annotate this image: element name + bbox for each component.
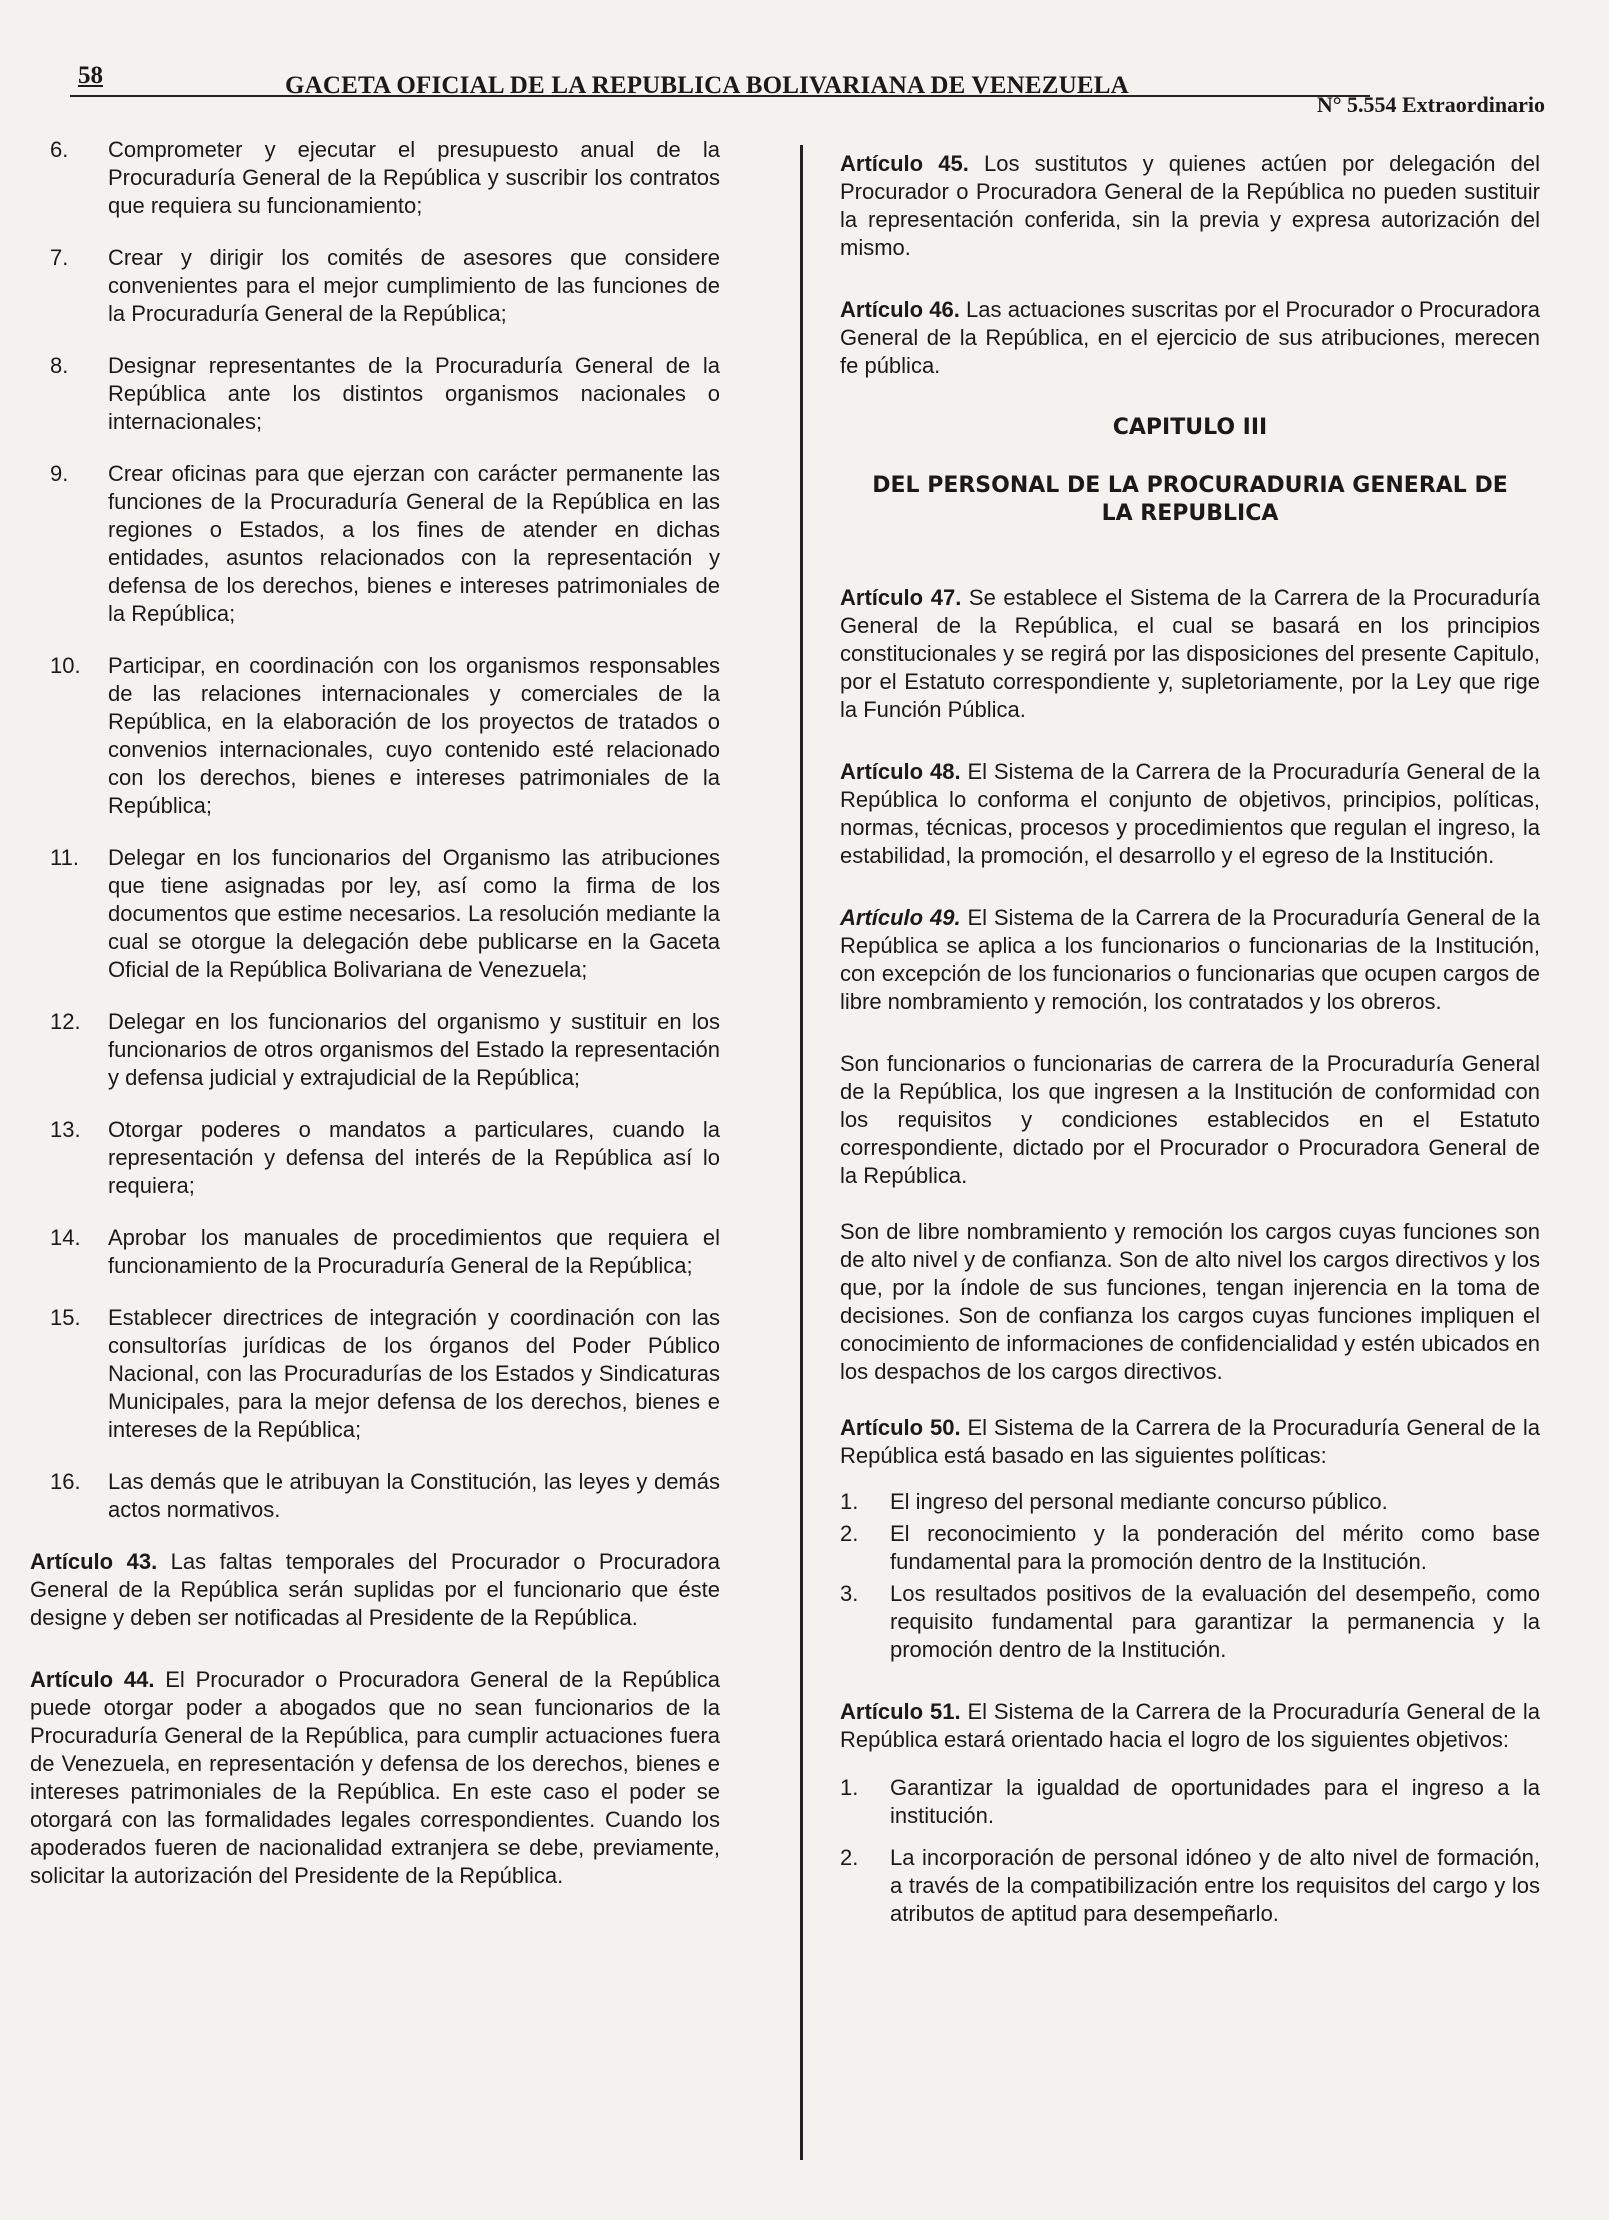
list-item xyxy=(840,1774,1540,1830)
article-46 xyxy=(840,296,1540,380)
item-text: Otorgar poderes o mandatos a particulares, cuando la representación y defensa del interés de la República así lo requiera; xyxy=(108,1117,720,1198)
article-44 xyxy=(30,1666,720,1890)
item-text: Establecer directrices de integración y coordinación con las consultorías jurídicas de los órganos del Poder Público Nacional, con las Procuradurías de los Estados y Sindicaturas Municipales, para la mejor defensa de los derechos, bienes e intereses de la República; xyxy=(108,1305,720,1442)
item-number: 15. xyxy=(50,1305,81,1330)
list-item xyxy=(30,1468,720,1524)
article-51-list xyxy=(840,1774,1540,1928)
item-text: Crear y dirigir los comités de asesores que considere convenientes para el mejor cumplimiento de las funciones de la Procuraduría General de la República; xyxy=(108,245,720,326)
article-45 xyxy=(840,150,1540,262)
article-text: El Procurador o Procuradora General de la República puede otorgar poder a abogados que no sean funcionarios de la Procuraduría General de la República, para cumplir actuaciones fuera de Venezuela, en representación y defensa de los derechos, bienes e intereses patrimoniales de la República. En este caso el poder se otorgará con las formalidades legales correspondientes. Cuando los apoderados fueren de nacionalidad extranjera se debe, previamente, solicitar la autorización del Presidente de la República. xyxy=(30,1667,720,1888)
item-text: Delegar en los funcionarios del Organismo las atribuciones que tiene asignadas por ley, así como la firma de los documentos que estime necesarios. La resolución mediante la cual se otorgue la delegación debe publicarse en la Gaceta Oficial de la República Bolivariana de Venezuela; xyxy=(108,845,720,982)
chapter-title: DEL PERSONAL DE LA PROCURADURIA GENERAL DE LA REPUBLICA xyxy=(872,473,1508,526)
item-number: 16. xyxy=(50,1469,81,1494)
item-text: Aprobar los manuales de procedimientos que requiera el funcionamiento de la Procuraduría General de la República; xyxy=(108,1225,720,1278)
list-item xyxy=(30,1116,720,1200)
list-item xyxy=(30,1008,720,1092)
list-item xyxy=(30,244,720,328)
gazette-header xyxy=(70,58,1545,117)
issue-number: N° 5.554 Extraordinario xyxy=(1316,92,1545,117)
article-49-paragraph: Son de libre nombramiento y remoción los cargos cuyas funciones son de alto nivel y de confianza. Son de alto nivel los cargos directivos y los que, por la índole de sus funciones, tengan injerencia en la toma de decisiones. Son de confianza los cargos cuyas funciones impliquen el conocimiento de informaciones de confidencialidad y estén ubicados en los despachos de los cargos directivos. xyxy=(840,1219,1540,1384)
article-label: Artículo 43. xyxy=(30,1549,158,1574)
article-label: Artículo 46. xyxy=(840,297,960,322)
article-text: Las actuaciones suscritas por el Procurador o Procuradora General de la República, en el ejercicio de sus atribuciones, merecen fe pública. xyxy=(840,297,1540,378)
list-item xyxy=(30,652,720,820)
article-label: Artículo 49. xyxy=(840,905,961,930)
list-item xyxy=(840,1580,1540,1664)
item-text: Participar, en coordinación con los organismos responsables de las relaciones internacionales y comerciales de la República, en la elaboración de los proyectos de tratados o convenios internacionales, cuyo contenido esté relacionado con los derechos, bienes e intereses patrimoniales de la República; xyxy=(108,653,720,818)
article-text: El Sistema de la Carrera de la Procuraduría General de la República lo conforma el conjunto de objetivos, principios, políticas, normas, técnicas, procesos y procedimientos que regulan el ingreso, la estabilidad, la promoción, el desarrollo y el egreso de la Institución. xyxy=(840,759,1540,868)
article-text: Las faltas temporales del Procurador o Procuradora General de la República serán suplidas por el funcionario que éste designe y deben ser notificadas al Presidente de la República. xyxy=(30,1549,720,1630)
article-50 xyxy=(840,1414,1540,1470)
item-text: Las demás que le atribuyan la Constitución, las leyes y demás actos normativos. xyxy=(108,1469,720,1522)
article-47 xyxy=(840,584,1540,724)
article-text: El Sistema de la Carrera de la Procuraduría General de la República estará orientado hacia el logro de los siguientes objetivos: xyxy=(840,1699,1540,1752)
header-rule xyxy=(70,95,1370,97)
item-text: El ingreso del personal mediante concurso público. xyxy=(890,1489,1388,1514)
article-48 xyxy=(840,758,1540,870)
item-number: 6. xyxy=(50,137,69,162)
list-item xyxy=(30,1224,720,1280)
left-column xyxy=(30,136,720,1924)
article-51 xyxy=(840,1698,1540,1754)
article-label: Artículo 48. xyxy=(840,759,961,784)
item-text: Designar representantes de la Procuraduría General de la República ante los distintos organismos nacionales o internacionales; xyxy=(108,353,720,434)
item-text: El reconocimiento y la ponderación del mérito como base fundamental para la promoción dentro de la Institución. xyxy=(890,1521,1540,1574)
item-text: Crear oficinas para que ejerzan con carácter permanente las funciones de la Procuraduría General de la República en las regiones o Estados, a los fines de atender en dichas entidades, asuntos relacionados con la representación y defensa de los derechos, bienes e intereses patrimoniales de la República; xyxy=(108,461,720,626)
article-text: El Sistema de la Carrera de la Procuraduría General de la República está basado en las siguientes políticas: xyxy=(840,1415,1540,1468)
list-item xyxy=(30,460,720,628)
gazette-title: GACETA OFICIAL DE LA REPUBLICA BOLIVARIANA DE VENEZUELA xyxy=(285,72,1129,99)
item-text: Comprometer y ejecutar el presupuesto anual de la Procuraduría General de la República y suscribir los contratos que requiera su funcionamiento; xyxy=(108,137,720,218)
list-item xyxy=(840,1488,1540,1516)
item-number: 12. xyxy=(50,1009,81,1034)
item-text: Garantizar la igualdad de oportunidades para el ingreso a la institución. xyxy=(890,1775,1540,1828)
list-item xyxy=(30,844,720,984)
article-label: Artículo 45. xyxy=(840,151,969,176)
column-divider xyxy=(800,145,803,2160)
article-text: Se establece el Sistema de la Carrera de la Procuraduría General de la República, el cual se basará en los principios constitucionales y se regirá por las disposiciones del presente Capitulo, por el Estatuto correspondiente y, supletoriamente, por la Ley que rige la Función Pública. xyxy=(840,585,1540,722)
item-number: 7. xyxy=(50,245,69,270)
item-text: La incorporación de personal idóneo y de alto nivel de formación, a través de la compatibilización entre los requisitos del cargo y los atributos de aptitud para desempeñarlo. xyxy=(890,1845,1540,1926)
chapter-heading: CAPITULO III xyxy=(1112,415,1268,440)
item-text: Los resultados positivos de la evaluación del desempeño, como requisito fundamental para garantizar la permanencia y la promoción dentro de la Institución. xyxy=(890,1581,1540,1662)
item-number: 8. xyxy=(50,353,69,378)
item-number: 10. xyxy=(50,653,81,678)
item-number: 3. xyxy=(840,1581,859,1606)
item-number: 9. xyxy=(50,461,69,486)
article-49 xyxy=(840,904,1540,1016)
list-item xyxy=(30,1304,720,1444)
item-number: 14. xyxy=(50,1225,81,1250)
article-text: Los sustitutos y quienes actúen por delegación del Procurador o Procuradora General de la República no pueden sustituir la representación conferida, sin la previa y expresa autorización del mismo. xyxy=(840,151,1541,260)
list-item xyxy=(840,1520,1540,1576)
article-50-list xyxy=(840,1488,1540,1664)
article-label: Artículo 51. xyxy=(840,1699,961,1724)
page-number: 58 xyxy=(78,62,103,89)
list-item xyxy=(840,1844,1540,1928)
item-number: 2. xyxy=(840,1845,859,1870)
article-label: Artículo 44. xyxy=(30,1667,155,1692)
article-label: Artículo 50. xyxy=(840,1415,961,1440)
attributions-list xyxy=(30,136,720,1524)
article-49-paragraph: Son funcionarios o funcionarias de carrera de la Procuraduría General de la República, los que ingresen a la Institución de conformidad con los requisitos y condiciones establecidos en el Estatuto correspondiente, dictado por el Procurador o Procuradora General de la República. xyxy=(840,1051,1540,1188)
item-number: 11. xyxy=(50,845,79,870)
article-43 xyxy=(30,1548,720,1632)
item-number: 1. xyxy=(840,1775,859,1800)
item-number: 2. xyxy=(840,1521,859,1546)
right-column xyxy=(840,150,1540,1962)
article-text: El Sistema de la Carrera de la Procuraduría General de la República se aplica a los funcionarios o funcionarias de la Institución, con excepción de los funcionarios o funcionarias que ocupen cargos de libre nombramiento y remoción, los contratados y los obreros. xyxy=(840,905,1540,1014)
item-number: 13. xyxy=(50,1117,81,1142)
list-item xyxy=(30,136,720,220)
article-label: Artículo 47. xyxy=(840,585,962,610)
item-number: 1. xyxy=(840,1489,859,1514)
list-item xyxy=(30,352,720,436)
item-text: Delegar en los funcionarios del organismo y sustituir en los funcionarios de otros organismos del Estado la representación y defensa judicial y extrajudicial de la República; xyxy=(108,1009,720,1090)
